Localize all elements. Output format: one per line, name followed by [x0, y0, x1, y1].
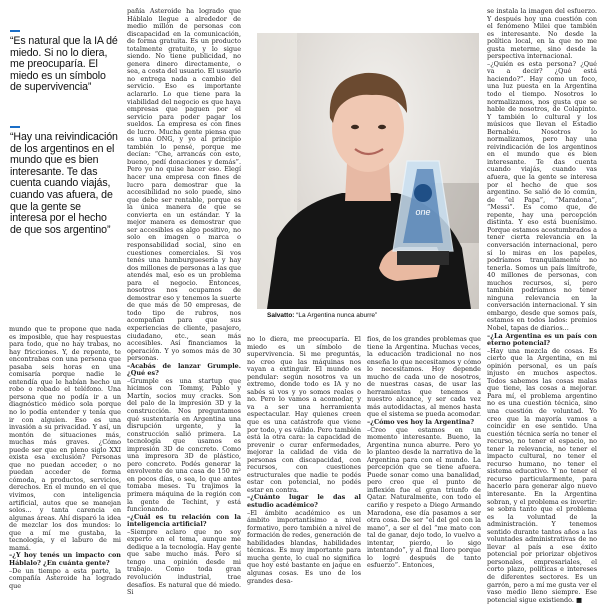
- paragraph: –Hay una mezcla de cosas. Es cierto que la Argentina, en mi opinión personal, es un país injusto en muchos aspectos. Todos sabemos las cosas malas que tiene, las cosas a mejorar. Para mí, el problema argentino no es una cuestión técnica, sino una cuestión de voluntad. Yo creo que la mayoría vamos a coincidir en ese sentido. Una cuestión técnica sería no tener el recurso, no tener el espacio, no tener la relevancia, no tener el impacto cultural, no tener el recurso humano, no tener el sistema educativo. Y no tener el recurso particularmente, para hacerlo para generar algo nuevo interesante. En la Argentina sobran, y el problema es invertir: se sobra tanto que el problema es la voluntad de la administración. Y tenemos sentido durante tantos años a las voluntades administrativas de no llevar al país a ese éxito potencial por priorizar objetivos personales, empresariales, el corto plazo, políticas e intereses de diferentes sectores. Es un garrón, pero a mí me gusta ver el vaso medio lleno siempre. Ese potencial sigue existiendo. ■: [487, 346, 597, 604]
- paragraph: –De un tiempo a esta parte, la compañía Asteroide ha logrado que: [9, 566, 121, 590]
- paragraph: fíos, de los grandes problemas que tiene la Argentina. Muchas veces, la educación tradicional no nos enseña lo que necesitamos y cómo lo necesitamos. Hoy depende mucho de cada uno de nosotros, de nuestras casas, de usar las herramientas que tenemos a nuestro alcance, y ser cada vez más autodidactas, al menos hasta que el sistema se pueda acomodar.: [367, 336, 481, 419]
- article-column-3: [247, 336, 361, 610]
- interview-question: –Acabás de lanzar Grumple. ¿Qué es?: [127, 361, 241, 378]
- caption-name: Salvatto:: [267, 312, 295, 319]
- photo-caption: [267, 312, 377, 320]
- interview-question: –¿Y hoy tenés un impacto con Háblalo? ¿En cuánta gente?: [9, 551, 121, 567]
- interview-question: –¿Cuánto lugar le das al estudio académico?: [247, 493, 361, 510]
- paragraph: –Grumple es una startup que hicimos con Tommy, Pablo y Martín, socios muy cracks. Son del palo de la impresión 3D y la construcción. Nos preguntamos qué sustentaría en Argentina una disrupción urgente, y la construcción salió primera. La tecnología que usamos es impresión 3D de concreto. Como una impresora 3D de plástico, pero concreto. Podés generar la envolvente de una casa de 150 m² en pocos días, o sea, lo que antes tomaba meses. Tu trajimos la primera máquina de la región con la gente de Techint, y está funcionando.: [127, 376, 241, 514]
- paragraph: –El ámbito académico es un ámbito importantísimo a nivel formativo, pero también a nivel de formación de redes, generación de habilidades blandas, habilidades técnicas. Es muy importante para mucha gente, lo cual no significa que hoy esté bastante en jaque en algunas cosas. Es uno de los grandes desa-: [247, 508, 361, 585]
- paragraph: pañía Asteroide ha logrado que Háblalo llegue a alrededor de medio millón de personas con discapacidad en la comunicación, de forma gratuita. Es un producto totalmente gratuito, y lo sigue siendo. No tiene publicidad, no genera dinero directamente, o sea, a costa del usuario. El usuario no entrega nada a cambio del servicio. Eso es importante aclararlo. Lo que tiene para la viabilidad del negocio es que haya empresas que paguen por el servicio para poder pagar los sueldos. La empresa es con fines de lucro. Mucha gente piensa que es una ONG, y yo al principio también lo pensé, porque me decían: “Che, arrancás con esto, bueno, pedí donaciones y demás”. Pero yo no quise hacer eso. Elegí hacer una empresa con fines de lucro para demostrar que la accesibilidad no solo puede, sino que debe ser rentable, porque es la única manera de que se convierta en un estándar. Y la mejor manera es demostrar que ser accesibles es algo positivo, no solo en imagen o marca o responsabilidad social, sino en cuestiones comerciales. Si vos tenés una hamburguesería y hay dos millones de personas a las que atendés mal, eso es un problema para el negocio. Entonces, nosotros nos ocupamos de demostrar eso y tenemos la suerte de que más de 50 empresas, de todo tipo de rubros, nos acompañan para que sus experiencias de cliente, pasajero, ciudadano, etc., sean más accesibles. Así financiamos la operación. Y yo somos más de 30 personas.: [127, 8, 241, 363]
- pull-quote-rule: [10, 126, 20, 128]
- pull-quote-1: [10, 30, 118, 94]
- paragraph: no lo diera, me preocuparía. El miedo es un símbolo de supervivencia. Si me preguntás, no creo que las máquinas nos vayan a extinguir. El mundo es pendular: según nosotros va un extremo, donde todo es IA y no sabés si vos y yo somos reales o no. Pero lo vamos a acomodar, y va a ser una herramienta espectacular. Hay quienes creen que es una catástrofe que viene por todo, y es válido. Pero también está la otra cara: la capacidad de prevenir o curar enfermedades, mejorar la calidad de vida de personas con discapacidad, con recursos, con cuestiones estructurales que nadie te podés estar con potencial, no podés estar en contra.: [247, 336, 361, 494]
- article-column-4: [367, 336, 481, 610]
- article-column-2: [127, 8, 241, 610]
- pull-quote-text: “Hay una reivindicación de los argentinos en el mundo que es bien interesante. Te das cuenta cuando viajás, cuando vas afuera, de que la gente se interesa por el hecho de que sos argentino”: [10, 131, 118, 236]
- pull-quote-2: [10, 126, 118, 236]
- paragraph: mundo que te propone que nada es imposible, que hay respuestas para todo, que no hay trabas, no hay fricciones. Y, de repente, te encontrabas con una persona que pasaba seis horas en una comisaría porque nadie le entendía que le habían hecho un robo o robado el teléfono. Una persona que no podía ir a un diagnóstico médico sola porque no lo podía entender y tenía que ir con alguien. Eso es una invasión a su privacidad. Y así, un montón de situaciones más, muchas más graves. ¿Cómo puede ser que en pleno siglo XXI exista esa exclusión? Personas que no puedan acceder, o no puedan acceder de forma cómoda, a productos, servicios, derechos. En el mundo en el que vivimos, con inteligencia artificial, autos que se manejan solos... y tanta carencia en algunas áreas. Ahí disparó la idea de mezclar los dos mundos: lo que a mí me gustaba, la tecnología, y el laburo de mi mamá.: [9, 326, 121, 552]
- portrait-photo: [257, 33, 479, 309]
- article-column-1: [9, 326, 121, 610]
- paragraph: –¿Quién es esta persona? ¿Qué va a decir? ¿Qué está haciendo?”. Hay como un foco, una luz puesta en la Argentina todo el tiempo. Nosotros lo normalizamos, nos gusta que se hable de nosotros, de Colapinto. Y también lo cultural y los músicos que llevan el Estadio Bernabéu. Nosotros lo normalizamos, pero hay una reivindicación de los argentinos en el mundo que es bien interesante. Te das cuenta cuando viajás, cuando vas afuera, que la gente se interesa por el hecho de que sos argentino. Se salió de lo común, de “el Papa”, “Maradona”, “Messi”. Es como que, de repente, hay una percepción distinta. Y eso está buenísimo. Porque estamos acostumbrados a tener cierta relevancia en la conversación internacional, pero sí lo miras en los papeles, podríamos tranquilamente no tenerla. Somos un país limítrofe, 40 millones de personas, con muchos recursos, sí, pero también podríamos no tener ninguna relevancia en la conversación internacional. Y sin embargo, desde que somos país, estamos en todos lados: premios Nobel, tapas de diarios...: [487, 59, 597, 332]
- trophy-text: one: [415, 207, 431, 217]
- article-column-5: [487, 8, 597, 610]
- paragraph: –Siempre aclaro que no soy experto en el tema, aunque me dedique a la tecnología. Hay gente que sabe mucho más. Pero sí tengo una opinión desde mi trabajo. Como toda gran revolución industrial, trae desafíos. Es natural que dé miedo. Si: [127, 527, 241, 597]
- interview-question: –¿La Argentina es un país con eterno potencial?: [487, 331, 597, 348]
- pull-quote-rule: [10, 30, 20, 32]
- pull-quote-text: “Es natural que la IA dé miedo. Si no lo diera, me preocuparía. El miedo es un símbolo de supervivencia”: [10, 35, 118, 94]
- paragraph: –Creo que estamos en un momento interesante. Bueno, la Argentina nunca aburre. Pero yo lo planteo desde la narrativa de la Argentina para con el mundo. La percepción que se tiene afuera. Puede sonar como una banalidad, pero creo que el punto de inflexión fue el gran triunfo de Qatar. Naturalmente, con todo el cariño y respeto a Diego Armando Maradona, ese día pasamos a ser otra cosa. De ser “el del gol con la mano”, a ser el del “me mato con tal de ganar, dejo todo, lo vuelvo a intentar, pierdo, lo sigo intentando”, y al final lloro porque lo logré después de tanto esfuerzo”. Entonces,: [367, 425, 481, 570]
- interview-question: –¿Cuál es tu relación con la inteligencia artificial?: [127, 512, 241, 529]
- portrait-illustration: [257, 33, 479, 309]
- caption-text: “La Argentina nunca aburre”: [296, 312, 378, 319]
- paragraph: se instala la imagen del esfuerzo. Y después hoy una cuestión con el fenómeno Milei que también es interesante. No desde la política local, en la que no me gusta meterme, sino desde la perspectiva internacional.: [487, 8, 597, 61]
- interview-question: –¿Cómo ves hoy la Argentina?: [367, 418, 474, 427]
